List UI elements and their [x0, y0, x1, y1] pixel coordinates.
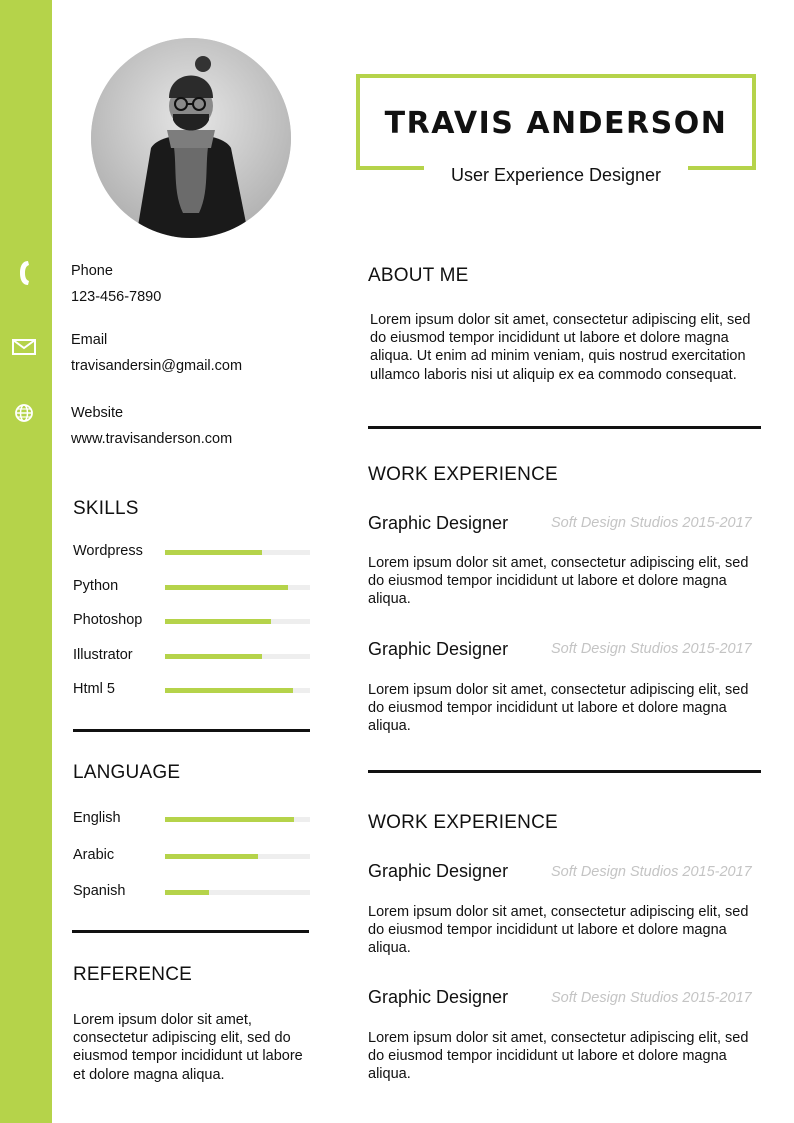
skills-heading: SKILLS [73, 498, 139, 519]
skill-level-bar [165, 688, 310, 693]
about-text: Lorem ipsum dolor sit amet, consectetur adipiscing elit, sed do eiusmod tempor incididunt ut labore et dolore magna aliqua. Ut enim ad minim veniam, quis nostrud exercitation ullamco laboris nisi ut aliquip ex ea commodo consequat. [370, 312, 751, 383]
sidebar-accent-strip [0, 0, 52, 1123]
about-divider [368, 426, 761, 429]
website-label: Website [71, 405, 124, 421]
skill-level-bar [165, 619, 310, 624]
skill-level-fill [165, 688, 293, 693]
work-experience-heading: WORK EXPERIENCE [368, 464, 558, 485]
job-title: Graphic Designer [368, 987, 509, 1007]
reference-heading: REFERENCE [73, 964, 192, 985]
job-company-years: Soft Design Studios 2015-2017 [551, 515, 752, 531]
email-label: Email [71, 332, 108, 348]
job-description: Lorem ipsum dolor sit amet, consectetur adipiscing elit, sed do eiusmod tempor incididunt ut labore et dolore magna aliqua. [368, 904, 749, 957]
job-company-years: Soft Design Studios 2015-2017 [551, 864, 752, 880]
name-frame [356, 74, 756, 170]
language-level-bar [165, 817, 310, 822]
language-heading: LANGUAGE [73, 762, 181, 783]
website-value: www.travisanderson.com [71, 431, 233, 447]
skill-level-fill [165, 550, 262, 555]
job-title: Graphic Designer [368, 639, 509, 659]
phone-label: Phone [71, 263, 113, 279]
skill-label: Illustrator [73, 646, 133, 663]
language-level-bar [165, 890, 310, 895]
skill-level-bar [165, 585, 310, 590]
phone-value: 123-456-7890 [71, 289, 162, 305]
skill-label: Html 5 [73, 681, 115, 698]
job-description: Lorem ipsum dolor sit amet, consectetur adipiscing elit, sed do eiusmod tempor incididunt ut labore et dolore magna aliqua. [368, 682, 749, 735]
skill-label: Python [73, 577, 119, 594]
skill-label: Wordpress [73, 543, 143, 559]
skill-level-bar [165, 654, 310, 659]
job-subtitle: User Experience Designer [424, 160, 688, 190]
language-label: Arabic [73, 846, 115, 863]
skill-label: Photoshop [73, 612, 143, 629]
work-experience-heading: WORK EXPERIENCE [368, 812, 558, 833]
job-description: Lorem ipsum dolor sit amet, consectetur adipiscing elit, sed do eiusmod tempor incididunt ut labore et dolore magna aliqua. [368, 1030, 749, 1083]
work-divider [368, 770, 761, 773]
envelope-icon [10, 333, 38, 361]
skill-level-fill [165, 654, 262, 659]
skills-divider [73, 729, 310, 732]
globe-icon [10, 399, 38, 427]
language-level-fill [165, 854, 258, 859]
job-company-years: Soft Design Studios 2015-2017 [551, 641, 752, 657]
reference-text: Lorem ipsum dolor sit amet, consectetur adipiscing elit, sed do eiusmod tempor incididunt ut labore et dolore magna aliqua. [73, 1012, 303, 1083]
job-company-years: Soft Design Studios 2015-2017 [551, 990, 752, 1006]
job-title: Graphic Designer [368, 513, 509, 533]
skill-level-fill [165, 585, 288, 590]
email-value: travisandersin@gmail.com [71, 358, 243, 374]
profile-photo [91, 38, 291, 238]
phone-icon [10, 259, 38, 287]
job-title: Graphic Designer [368, 861, 509, 881]
language-label: Spanish [73, 883, 126, 899]
language-level-fill [165, 890, 209, 895]
job-description: Lorem ipsum dolor sit amet, consectetur adipiscing elit, sed do eiusmod tempor incididunt ut labore et dolore magna aliqua. [368, 555, 749, 608]
person-name: TRAVIS ANDERSON [384, 106, 728, 141]
about-heading: ABOUT ME [368, 265, 469, 286]
language-label: English [73, 810, 121, 826]
language-divider [72, 930, 309, 933]
language-level-bar [165, 854, 310, 859]
skill-level-bar [165, 550, 310, 555]
skill-level-fill [165, 619, 271, 624]
language-level-fill [165, 817, 294, 822]
